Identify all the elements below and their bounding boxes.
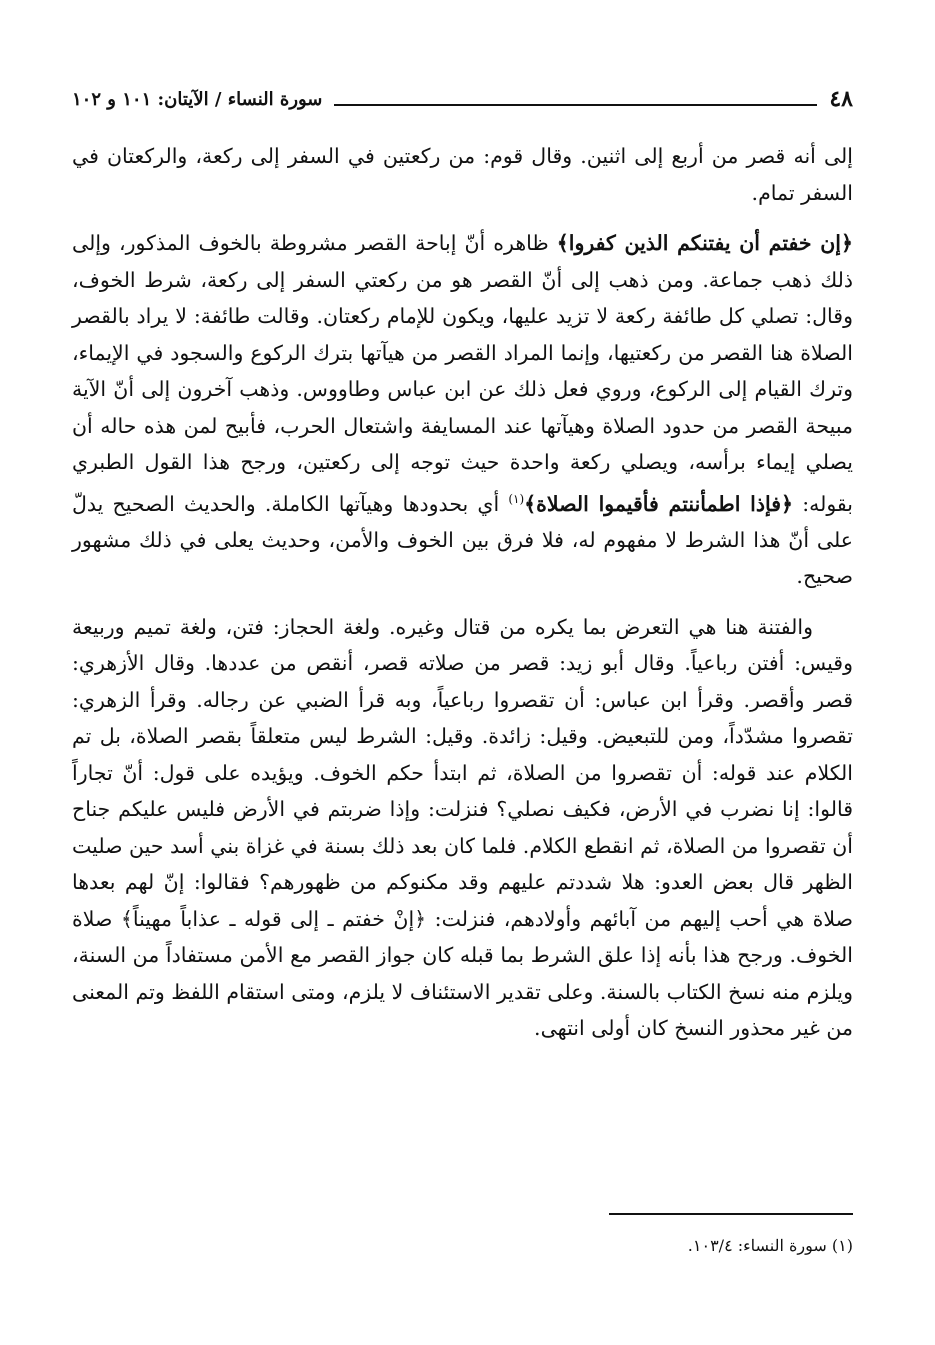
paragraph-3 [72, 609, 853, 1047]
footnote-reference: (١) [508, 491, 525, 506]
paragraph-1 [72, 138, 853, 211]
main-text [72, 138, 853, 1047]
quran-quote: ﴿فإذا اطمأننتم فأقيموا الصلاة﴾ [524, 491, 794, 516]
text-run: صلاة الخوف. ورجح هذا بأنه إذا علق الشرط بما قبله كان جواز القصر مع الأمن مستفاداً من السنة، ويلزم منه نسخ الكتاب بالسنة. وعلى تقدير الاستئناف لا يلزم، ومتى استقام اللفظ وتم المعنى من غير محذور النسخ كان أولى انتهى. [72, 906, 853, 1041]
page-header [72, 82, 853, 116]
page-number: ٤٨ [829, 86, 853, 112]
quran-quote: ﴿إنْ خفتم ـ إلى قوله ـ عذاباً مهيناً﴾ [120, 906, 427, 931]
text-run: ظاهره أنّ إباحة القصر مشروطة بالخوف المذكور، وإلى ذلك ذهب جماعة. ومن ذهب إلى أنّ القصر هو من ركعتي السفر إلى ركعة، شرط الخوف، وقال: تصلي كل طائفة ركعة لا تزيد عليها، ويكون للإمام ركعتان. وقالت طائفة: لا يراد بالقصر الصلاة هنا القصر من ركعتيها، وإنما المراد القصر من هيآتها بترك الركوع والسجود في الإيماء، وترك القيام إلى الركوع، وروي فعل ذلك عن ابن عباس وطاووس. وذهب آخرون إلى أنّ الآية مبيحة القصر من حدود الصلاة وهيآتها عند المسايفة واشتعال الحرب، فأبيح لمن هذه حاله أن يصلي إيماء برأسه، ويصلي ركعة واحدة حيث توجه إلى ركعتين، ورجح هذا القول الطبري بقوله: [72, 231, 854, 516]
footnote-rule [609, 1213, 853, 1215]
quran-quote: ﴿إن خفتم أن يفتنكم الذين كفروا﴾ [556, 231, 853, 255]
text-run: إلى أنه قصر من أربع إلى اثنين. وقال قوم: من ركعتين في السفر إلى ركعة، والركعتان في السفر تمام. [72, 144, 853, 205]
footnote [72, 1234, 853, 1258]
paragraph-2 [72, 225, 853, 595]
header-rule [334, 104, 817, 106]
footnote-text: (١) سورة النساء: ١٠٣/٤. [687, 1236, 853, 1255]
text-run: والفتنة هنا هي التعرض بما يكره من قتال وغيره. ولغة الحجاز: فتن، ولغة تميم وربيعة وقيس: أفتن رباعياً. وقال أبو زيد: قصر من صلاته قصر، أنقص من عددها. وقال الأزهري: قصر وأقصر. وقرأ ابن عباس: أن تقصروا رباعياً، وبه قرأ الضبي عن رجاله. وقرأ الزهري: تقصروا مشدّداً، ومن للتبعيض. وقيل: زائدة. وقيل: الشرط ليس متعلقاً بقصر الصلاة، بل تم الكلام عند قوله: أن تقصروا من الصلاة، ثم ابتدأ حكم الخوف. ويؤيده على قول: أنّ تجاراً قالوا: إنا نضرب في الأرض، فكيف نصلي؟ فنزلت: وإذا ضربتم في الأرض فليس عليكم جناح أن تقصروا من الصلاة، ثم انقطع الكلام. فلما كان بعد ذلك بسنة في غزاة بني أسد حين صليت الظهر قال بعض العدو: هلا شددتم عليهم وقد مكنوكم من ظهورهم؟ فقالوا: إنّ لهم بعدها صلاة هي أحب إليهم من آبائهم وأولادهم، فنزلت: [72, 614, 853, 931]
text-run: أي بحدودها وهيآتها الكاملة. والحديث الصحيح يدلّ على أنّ هذا الشرط لا مفهوم له، فلا فرق بين الخوف والأمن، وحديث يعلى في ذلك مشهور صحيح. [72, 491, 853, 589]
running-title: سورة النساء / الآيتان: ١٠١ و ١٠٢ [72, 88, 323, 110]
